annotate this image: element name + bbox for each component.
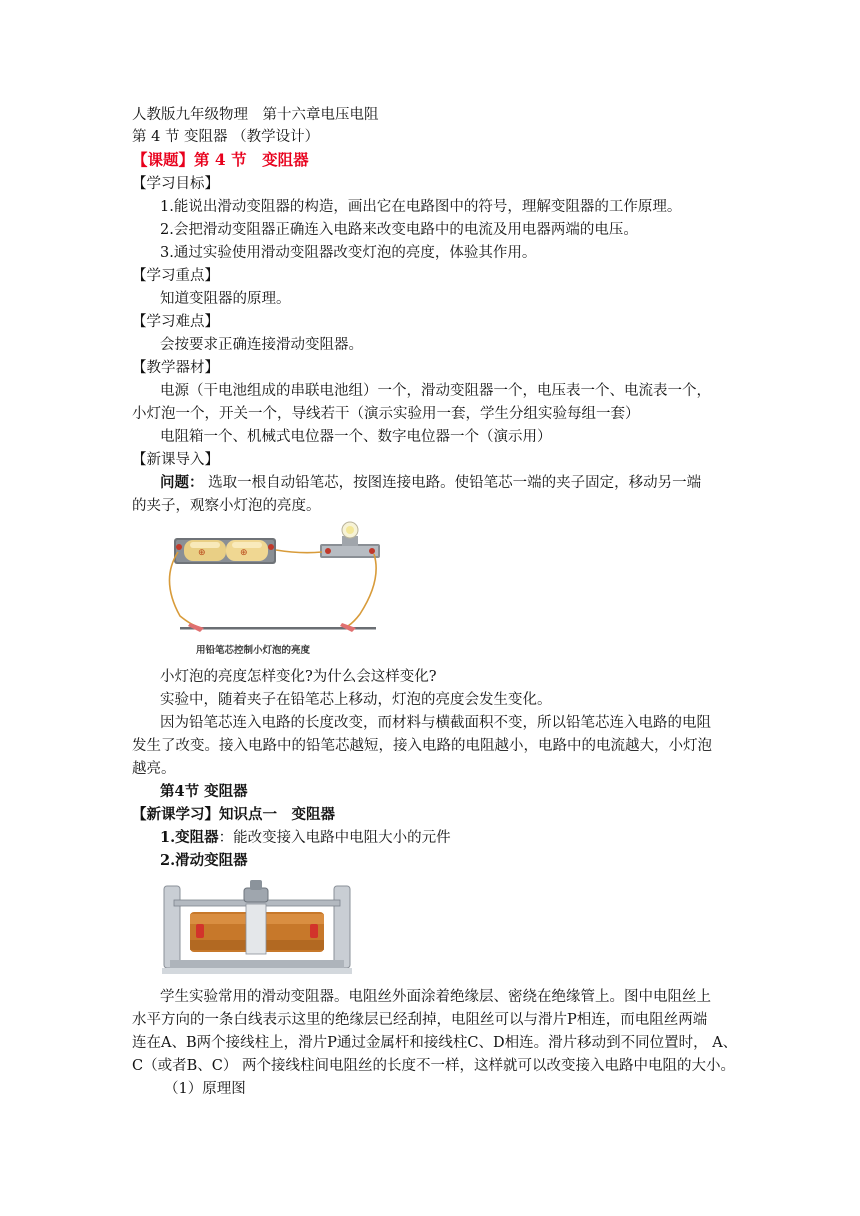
objective-item-3: 3.通过实验使用滑动变阻器改变灯泡的亮度，体验其作用。 [160,245,537,261]
sliding-rheostat-heading: 2.滑动变阻器 [160,852,248,869]
rheostat-desc-line-3: 连在A、B两个接线柱上，滑片P通过金属杆和接线柱C、D相连。滑片移动到不同位置时， A、 [132,1035,738,1051]
objective-item-1: 1.能说出滑动变阻器的构造，画出它在电路图中的符号，理解变阻器的工作原理。 [160,199,682,215]
equipment-line-1: 电源（干电池组成的串联电池组）一个，滑动变阻器一个，电压表一个、电流表一个， [160,383,711,399]
lesson-topic: 【课题】第 4 节 变阻器 [132,150,309,169]
difficulty-heading: 【学习难点】 [132,314,219,330]
intro-question-line-1 [160,472,701,494]
objectives-heading: 【学习目标】 [132,176,219,192]
answer-1: 实验中，随着夹子在铅笔芯上移动，灯泡的亮度会发生变化。 [160,692,552,708]
svg-text:⊕: ⊕ [240,548,248,558]
answer-2-line-1: 因为铅笔芯连入电路的长度改变，而材料与横截面积不变，所以铅笔芯连入电路的电阻 [160,715,711,731]
pencil-lead-circuit-figure [160,520,390,660]
question-1: 小灯泡的亮度怎样变化?为什么会这样变化? [160,669,437,685]
svg-text:⊕: ⊕ [198,548,206,558]
rheostat-desc-line-4: C（或者B、C） 两个接线柱间电阻丝的长度不一样，这样就可以改变接入电路中电阻的大小。 [132,1058,735,1074]
equipment-heading: 【教学器材】 [132,360,219,376]
new-lesson-bracket: 【新课学习】 [132,806,219,823]
terminal-a [196,924,204,938]
intro-question-line-2: 的夹子，观察小灯泡的亮度。 [132,498,321,514]
key-point-heading: 【学习重点】 [132,268,219,284]
sliding-rheostat-figure [160,874,354,978]
rheostat-bracket-left [164,886,180,968]
rheostat-desc-line-1: 学生实验常用的滑动变阻器。电阻丝外面涂着绝缘层、密绕在绝缘管上。图中电阻丝上 [160,989,711,1005]
key-point-text: 知道变阻器的原理。 [160,291,291,307]
equipment-line-2: 小灯泡一个，开关一个，导线若干（演示实验用一套，学生分组实验每组一套） [132,406,640,422]
answer-2-line-3: 越亮。 [132,761,176,777]
objective-item-2: 2.会把滑动变阻器正确连入电路来改变电路中的电流及用电器两端的电压。 [160,222,638,238]
slider-p [244,888,268,902]
answer-2-line-2: 发生了改变。接入电路中的铅笔芯越短，接入电路的电阻越小，电路中的电流越大，小灯泡 [132,738,712,754]
new-lesson-heading [132,804,335,826]
wire-right [348,554,376,626]
rheostat-desc-line-2: 水平方向的一条白线表示这里的绝缘层已经刮掉，电阻丝可以与滑片P相连，而电阻丝两端 [132,1012,708,1028]
principle-diagram-heading: （1）原理图 [164,1081,246,1097]
header-line-2: 第 4 节 变阻器 （教学设计） [132,129,320,145]
question-label: 问题： [160,474,204,491]
definition-label: 1.变阻器 [160,829,219,846]
equipment-line-3: 电阻箱一个、机械式电位器一个、数字电位器一个（演示用） [160,429,552,445]
knowledge-point-label: 知识点一 变阻器 [219,806,335,823]
question-text: 选取一根自动铅笔芯，按图连接电路。使铅笔芯一端的夹子固定，移动另一端 [203,475,702,491]
definition-text: ：能改变接入电路中电阻大小的元件 [218,830,451,846]
terminal-b [310,924,318,938]
section-title: 第4节 变阻器 [160,783,248,800]
intro-heading: 【新课导入】 [132,452,219,468]
difficulty-text: 会按要求正确连接滑动变阻器。 [160,337,363,353]
header-line-1: 人教版九年级物理 第十六章电压电阻 [132,107,379,123]
figure-caption: 用铅笔芯控制小灯泡的亮度 [196,645,311,656]
rheostat-bracket-right [334,886,350,968]
rheostat-definition [160,827,451,849]
